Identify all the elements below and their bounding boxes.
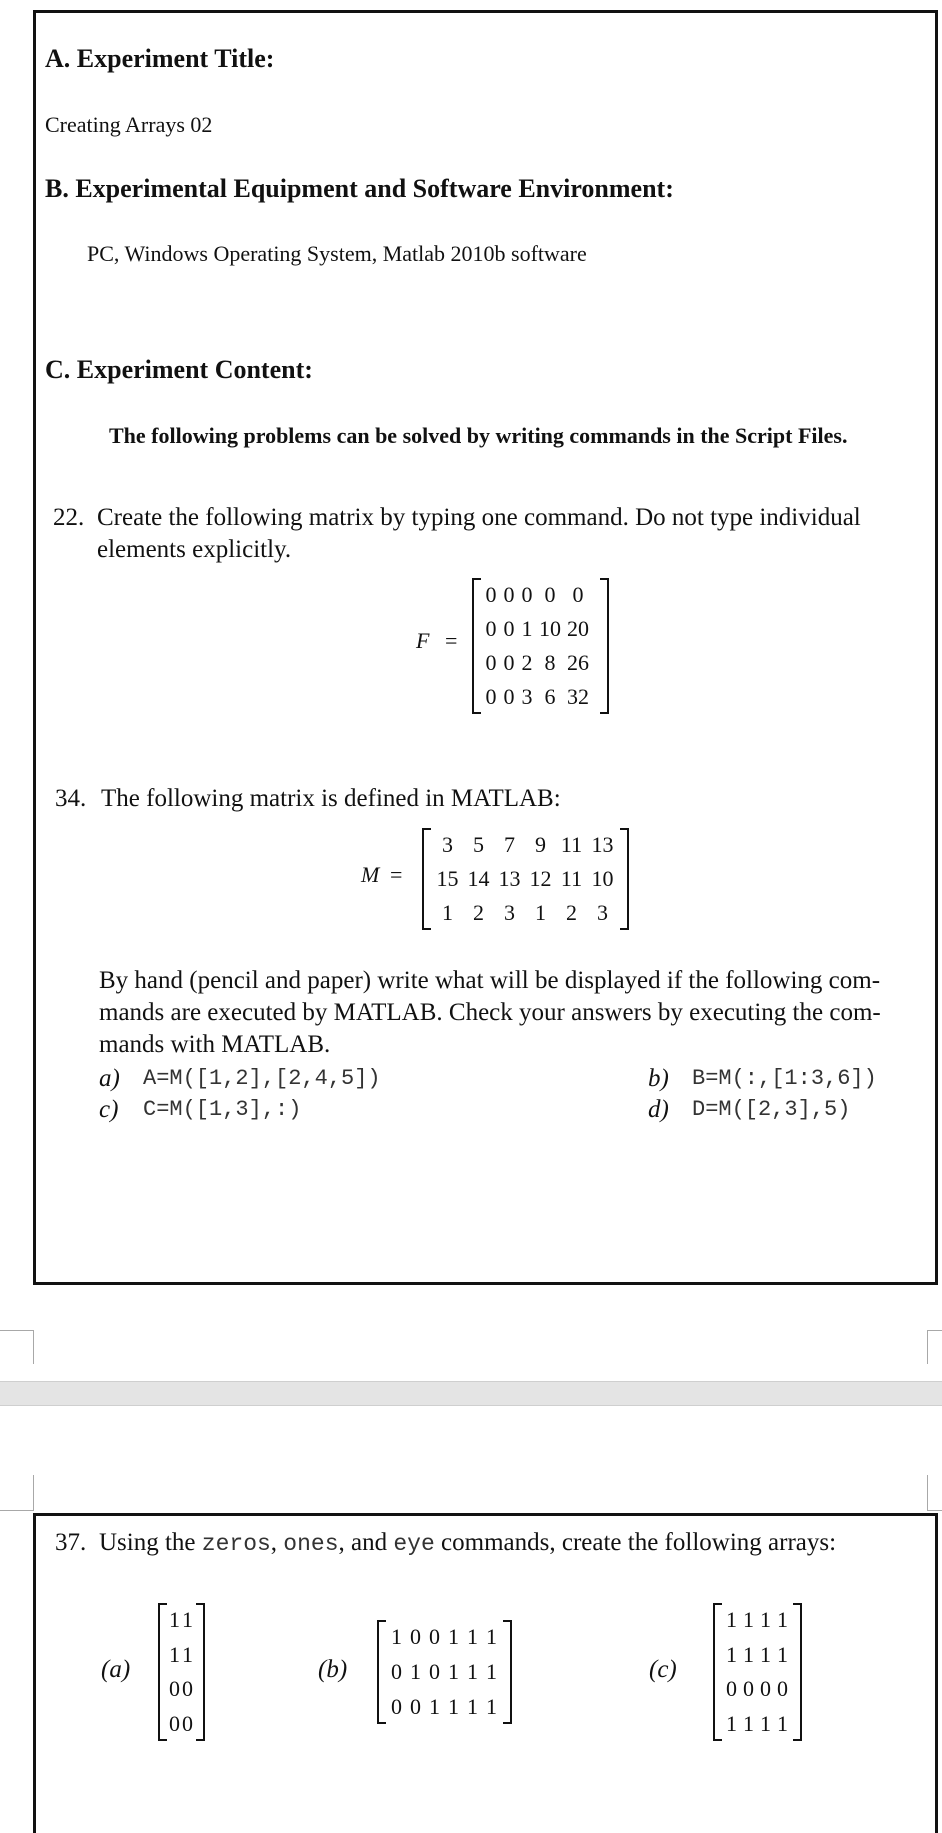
q37-b-label: (b) — [318, 1656, 348, 1683]
matrix-b-cell: 1 — [410, 1658, 421, 1684]
page-corner-mark — [0, 1475, 34, 1511]
matrix-c-cell: 1 — [777, 1641, 788, 1667]
matrix-m-cell: 11 — [560, 832, 583, 857]
q34-part-b-code: B=M(:,[1:3,6]) — [692, 1066, 877, 1091]
q34-intro: The following matrix is defined in MATLAB: — [101, 785, 561, 812]
matrix-f-cell: 0 — [503, 616, 515, 641]
matrix-c-cell: 1 — [760, 1641, 771, 1667]
eye-command: eye — [393, 1531, 435, 1557]
matrix-m-cell: 3 — [442, 832, 453, 857]
matrix-b — [377, 1620, 512, 1724]
matrix-a-cell: 0 — [182, 1676, 193, 1702]
section-a-heading: A. Experiment Title: — [45, 44, 275, 73]
matrix-c-cell: 1 — [760, 1607, 771, 1633]
q34-part-a-code: A=M([1,2],[2,4,5]) — [143, 1066, 381, 1091]
matrix-c-cell: 1 — [743, 1710, 754, 1736]
matrix-m-cell: 9 — [535, 832, 546, 857]
matrix-f-cell: 0 — [544, 582, 556, 607]
matrix-b-cell: 1 — [448, 1693, 459, 1719]
q34-paragraph-line1: By hand (pencil and paper) write what will be displayed if the following com- — [99, 967, 881, 994]
q22-number: 22. — [53, 504, 85, 531]
matrix-m-equals: = — [390, 862, 403, 887]
matrix-c-cell: 1 — [777, 1710, 788, 1736]
matrix-c — [713, 1603, 802, 1741]
matrix-c-cell: 1 — [743, 1607, 754, 1633]
script-files-note: The following problems can be solved by writing commands in the Script Files. — [109, 423, 848, 448]
matrix-m-cell: 13 — [498, 866, 521, 891]
matrix-m-cell: 3 — [504, 900, 515, 925]
matrix-m-cell: 14 — [467, 866, 490, 891]
matrix-b-cell: 1 — [429, 1693, 440, 1719]
q37-a-label: (a) — [101, 1656, 131, 1683]
matrix-m-cell: 7 — [504, 832, 515, 857]
matrix-b-cell: 1 — [448, 1658, 459, 1684]
section-b-heading: B. Experimental Equipment and Software Environment: — [45, 174, 674, 203]
matrix-m-cell: 2 — [473, 900, 484, 925]
matrix-a-cell: 0 — [169, 1676, 180, 1702]
matrix-b-cell: 1 — [486, 1658, 497, 1684]
matrix-m-label: M — [361, 862, 380, 887]
matrix-f-cell: 10 — [539, 616, 561, 641]
matrix-b-cell: 0 — [410, 1624, 421, 1650]
q37-number: 37. — [55, 1529, 87, 1556]
matrix-c-cell: 1 — [760, 1710, 771, 1736]
matrix-b-cell: 0 — [429, 1624, 440, 1650]
q37-text-part: , — [270, 1529, 284, 1556]
section-c-heading: C. Experiment Content: — [45, 355, 313, 384]
matrix-a-cell: 1 — [169, 1641, 180, 1667]
q34-part-b-label: b) — [648, 1065, 669, 1092]
matrix-b-cell: 1 — [467, 1693, 478, 1719]
q34-part-a-label: a) — [99, 1065, 120, 1092]
matrix-a-cell: 0 — [182, 1710, 193, 1736]
matrix-f-cell: 0 — [485, 650, 497, 675]
matrix-m-cell: 12 — [529, 866, 552, 891]
zeros-command: zeros — [201, 1531, 271, 1557]
matrix-c-cell: 1 — [726, 1607, 737, 1633]
matrix-m-cell: 13 — [591, 832, 614, 857]
matrix-c-cell: 1 — [777, 1607, 788, 1633]
matrix-f-cell: 8 — [544, 650, 556, 675]
page-corner-mark — [0, 1330, 34, 1364]
matrix-a — [158, 1603, 205, 1741]
q34-paragraph-line3: mands with MATLAB. — [99, 1031, 331, 1058]
q37-text — [99, 1527, 836, 1560]
q37-text-part: , and — [338, 1529, 394, 1556]
q37-text-part: commands, create the following arrays: — [434, 1529, 837, 1556]
matrix-f-equals: = — [445, 628, 458, 653]
q22-line2: elements explicitly. — [97, 536, 292, 563]
matrix-a-cell: 1 — [182, 1607, 193, 1633]
matrix-f-cell: 6 — [544, 684, 556, 709]
page-corner-mark — [927, 1475, 942, 1511]
page-separator — [0, 1381, 942, 1406]
matrix-f-cell: 26 — [567, 650, 589, 675]
matrix-c-cell: 0 — [760, 1676, 771, 1702]
matrix-c-cell: 1 — [726, 1641, 737, 1667]
ones-command: ones — [283, 1531, 339, 1557]
matrix-c-cell: 0 — [726, 1676, 737, 1702]
q34-part-d-code: D=M([2,3],5) — [692, 1097, 851, 1122]
q34-part-c-code: C=M([1,3],:) — [143, 1097, 302, 1122]
matrix-m — [422, 828, 629, 930]
matrix-m-cell: 1 — [535, 900, 546, 925]
matrix-f-cell: 0 — [485, 616, 497, 641]
matrix-b-cell: 0 — [410, 1693, 421, 1719]
matrix-m-cell: 10 — [591, 866, 614, 891]
matrix-f-cell: 1 — [521, 616, 533, 641]
matrix-a-cell: 1 — [182, 1641, 193, 1667]
matrix-f-cell: 20 — [567, 616, 589, 641]
matrix-m-cell: 3 — [597, 900, 608, 925]
matrix-b-cell: 1 — [467, 1658, 478, 1684]
matrix-f-cell: 0 — [503, 650, 515, 675]
q37-text-part: Using the — [99, 1529, 202, 1556]
matrix-f-cell: 0 — [485, 582, 497, 607]
matrix-f-cell: 0 — [485, 684, 497, 709]
matrix-b-cell: 1 — [448, 1624, 459, 1650]
matrix-f-cell: 0 — [521, 582, 533, 607]
matrix-b-cell: 1 — [486, 1693, 497, 1719]
matrix-a-cell: 1 — [169, 1607, 180, 1633]
matrix-f-cell: 0 — [503, 684, 515, 709]
matrix-c-cell: 1 — [726, 1710, 737, 1736]
matrix-b-cell: 1 — [486, 1624, 497, 1650]
matrix-m-cell: 2 — [566, 900, 577, 925]
q37-c-label: (c) — [649, 1656, 677, 1683]
matrix-f-cell: 0 — [572, 582, 584, 607]
matrix-b-cell: 1 — [467, 1624, 478, 1650]
matrix-f-cell: 3 — [521, 684, 533, 709]
matrix-b-cell: 1 — [391, 1624, 402, 1650]
matrix-b-cell: 0 — [429, 1658, 440, 1684]
q34-part-c-label: c) — [99, 1096, 119, 1123]
matrix-c-cell: 0 — [777, 1676, 788, 1702]
page-corner-mark — [927, 1330, 942, 1364]
matrix-m-cell: 11 — [560, 866, 583, 891]
matrix-b-cell: 0 — [391, 1693, 402, 1719]
matrix-m-cell: 15 — [436, 866, 459, 891]
matrix-m-cell: 5 — [473, 832, 484, 857]
matrix-a-cell: 0 — [169, 1710, 180, 1736]
matrix-f-label: F — [416, 628, 430, 653]
q34-number: 34. — [55, 785, 87, 812]
matrix-c-cell: 1 — [743, 1641, 754, 1667]
q22-line1: Create the following matrix by typing one command. Do not type individual — [97, 504, 861, 531]
matrix-f-cell: 32 — [567, 684, 589, 709]
q34-part-d-label: d) — [648, 1096, 669, 1123]
matrix-m-cell: 1 — [442, 900, 453, 925]
q34-paragraph-line2: mands are executed by MATLAB. Check your answers by executing the com- — [99, 999, 881, 1026]
matrix-b-cell: 0 — [391, 1658, 402, 1684]
matrix-f-cell: 0 — [503, 582, 515, 607]
matrix-f — [472, 578, 609, 714]
matrix-c-cell: 0 — [743, 1676, 754, 1702]
experiment-title-text: Creating Arrays 02 — [45, 112, 213, 137]
equipment-text: PC, Windows Operating System, Matlab 2010b software — [87, 241, 587, 266]
matrix-f-cell: 2 — [521, 650, 533, 675]
